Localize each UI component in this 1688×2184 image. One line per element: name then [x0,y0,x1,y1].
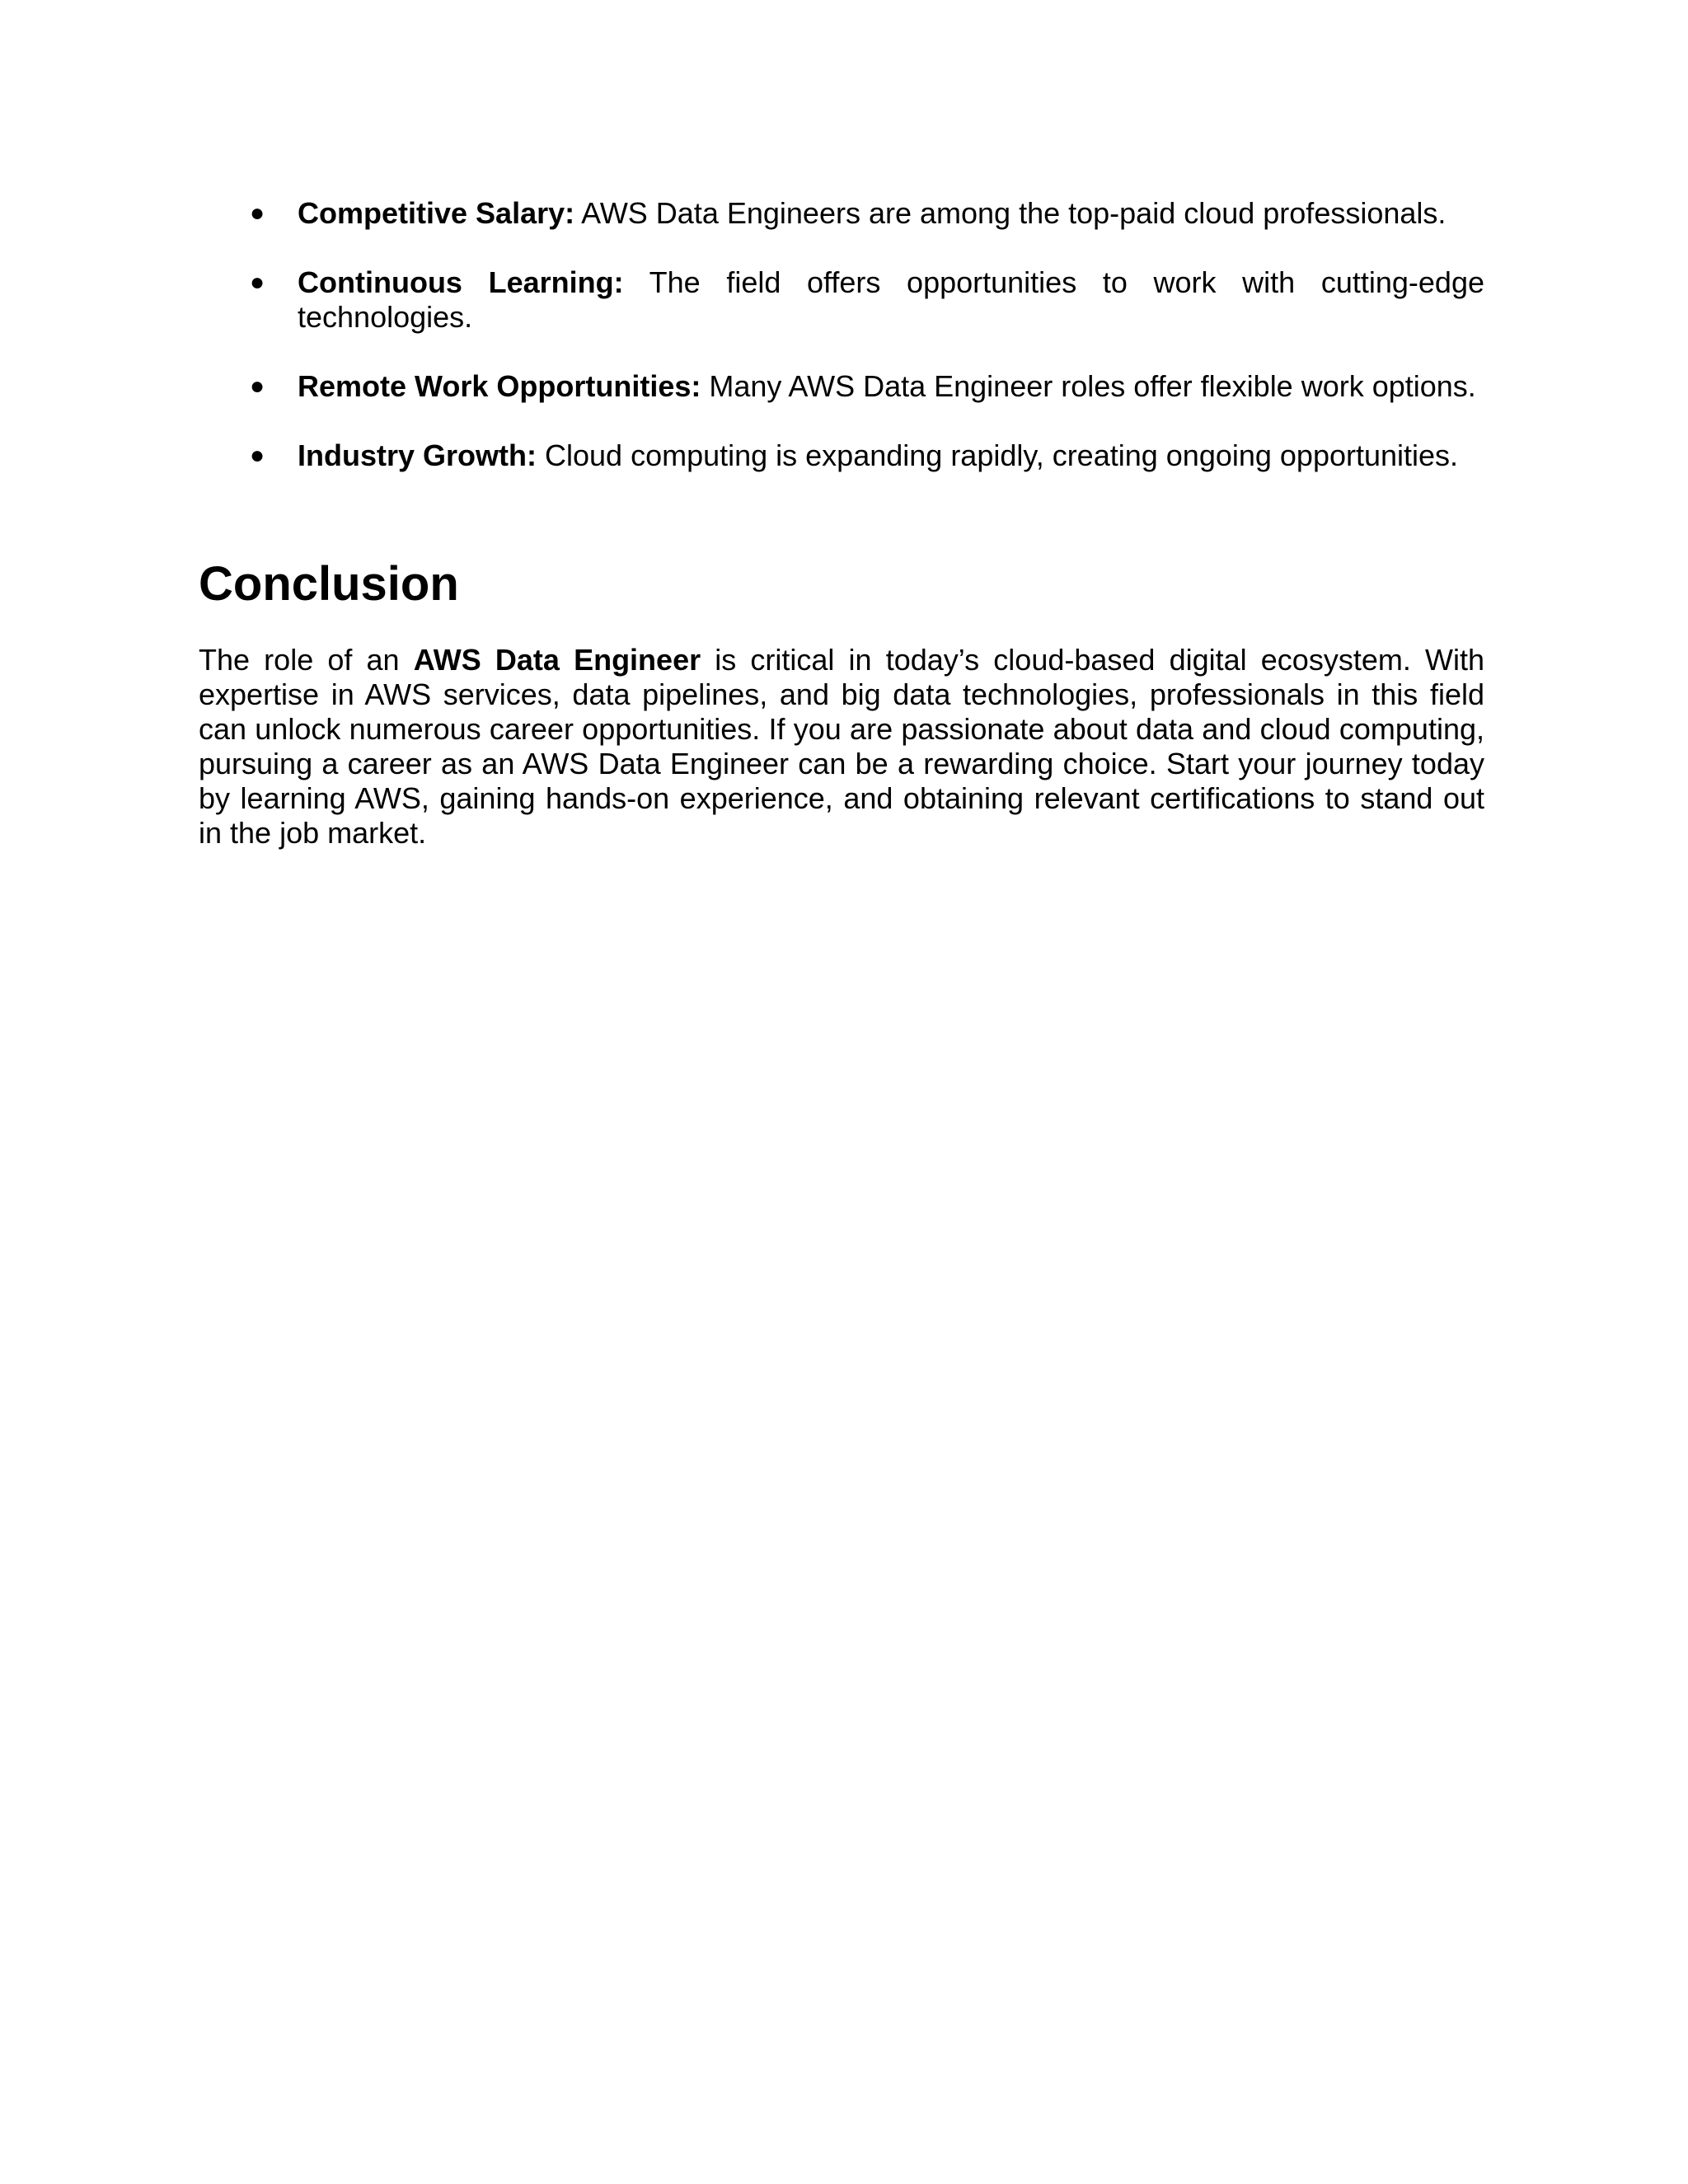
list-item-text: AWS Data Engineers are among the top-paid cloud professionals. [574,196,1447,230]
conclusion-paragraph [199,643,1484,851]
bullet-icon: ● [250,373,265,400]
bullet-icon: ● [250,199,265,227]
conclusion-body: is critical in today’s cloud-based digital ecosystem. With expertise in AWS services, data pipelines, and big data technologies, professionals in this field can unlock numerous career opportunities. If you are passionate about data and cloud computing, pursuing a career as an AWS Data Engineer can be a rewarding choice. Start your journey today by learning AWS, gaining hands-on experience, and obtaining relevant certifications to stand out in the job market. [199,643,1484,850]
bullet-icon: ● [250,442,265,469]
conclusion-heading: Conclusion [199,557,459,611]
list-item [199,265,1484,335]
list-item [199,438,1484,473]
list-item-text: Cloud computing is expanding rapidly, creating ongoing opportunities. [537,438,1459,472]
conclusion-intro: The role of an [199,643,414,677]
bullet-icon: ● [250,269,265,296]
list-item [199,369,1484,404]
list-item-text: Many AWS Data Engineer roles offer flexible work options. [701,369,1476,403]
list-item-label: Continuous Learning: [298,265,624,299]
list-item-label: Remote Work Opportunities: [298,369,701,403]
conclusion-bold-term: AWS Data Engineer [413,643,701,677]
list-item-text: The field offers opportunities to work with cutting-edge technologies. [298,265,1485,334]
list-item-label: Industry Growth: [298,438,537,472]
benefits-list [199,196,1484,473]
list-item [199,196,1484,231]
page-content [199,196,1484,851]
list-item-label: Competitive Salary: [298,196,575,230]
